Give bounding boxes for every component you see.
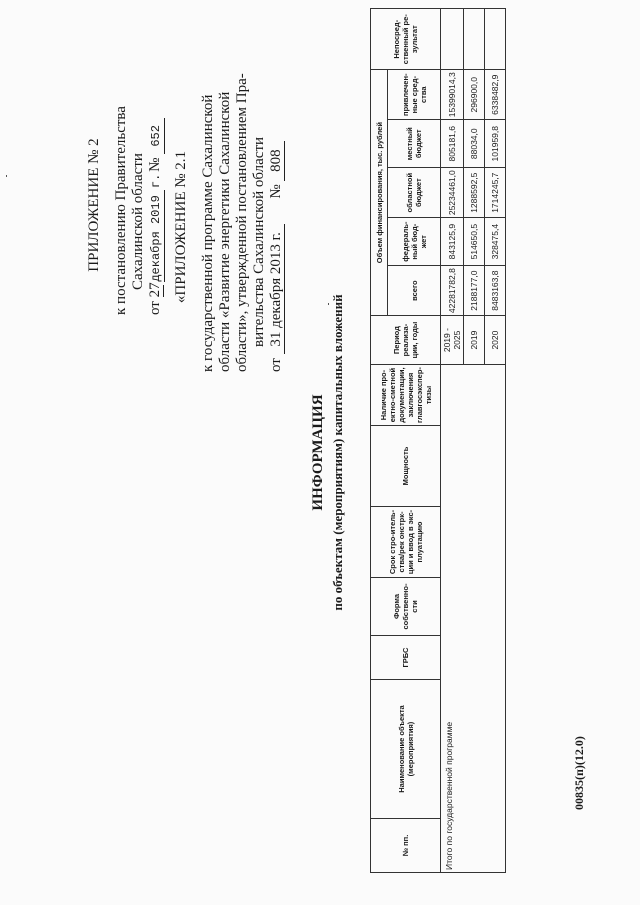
header-construction-term: Срок стро-итель-ства/рек онстрк-ции и ввод в экс-плуатацию [371,507,441,578]
cell-period: 2020 [485,316,506,365]
document-subtitle: по объектам (мероприятиям) капитальных вложений [330,294,345,611]
header-total: всего [388,266,441,316]
scan-speck [6,175,7,177]
header-result: Непосред-ственный ре-зультат [371,9,441,70]
appendix-program-line1: к государственной программе Сахалинской [200,94,216,372]
cell-federal: 514650,5 [464,218,485,266]
appendix-program-number: 808 [268,141,285,181]
cell-result [485,9,506,70]
appendix-program-date-line [268,141,285,372]
capital-investment-table [370,8,506,873]
cell-regional: 1714245,7 [485,168,506,218]
header-attracted: привлечен-ные сред-ства [388,70,441,120]
header-capacity: Мощность [371,426,441,507]
cell-attracted: 15399014,3 [441,70,464,120]
footer-code: 00835(п)(12.0) [572,736,586,810]
appendix-program-num-label: № [268,184,284,199]
header-grbs: ГРБС [371,636,441,680]
appendix-num-label: № [147,157,163,172]
cell-local: 805181,6 [441,120,464,168]
header-ownership: Форма собственно-сти [371,578,441,636]
appendix-date-month-year: декабря 2019 г. [149,173,163,282]
header-documentation: Наличие про-ектно-сметной документации, заключения главгосэкспер-тизы [371,365,441,426]
header-no: № пп. [371,819,441,873]
cell-result [464,9,485,70]
total-row-label: Итого по государственной программе [441,365,506,873]
appendix-program-line3: области», утвержденной постановлением Пра- [234,73,250,372]
cell-attracted: 296900,0 [464,70,485,120]
appendix-number: 652 [148,118,165,154]
cell-regional: 25234461,0 [441,168,464,218]
header-federal: федераль-ный бюд-жет [388,218,441,266]
appendix-date-day: 27 [147,282,163,298]
header-local: местный бюджет [388,120,441,168]
cell-total: 2188177,0 [464,266,485,316]
cell-period: 2019 - 2025 [441,316,464,365]
appendix-date-line [147,118,164,315]
appendix-program-line2: области «Развитие энергетики Сахалинской [217,91,233,372]
appendix-program-line4: вительства Сахалинской области [251,136,267,347]
cell-attracted: 6338482,9 [485,70,506,120]
cell-result [441,9,464,70]
cell-federal: 843125,9 [441,218,464,266]
table-header-row [371,9,388,873]
appendix-program-from-label: от [268,358,284,372]
appendix-line1: к постановлению Правительства [113,106,129,315]
scan-speck [328,303,329,305]
cell-total: 8483163,8 [485,266,506,316]
header-regional: областной бюджет [388,168,441,218]
appendix-program-date: 31 декабря 2013 г. [268,224,285,354]
cell-local: 101959,8 [485,120,506,168]
header-name: Наименование объекта (мероприятия) [371,680,441,819]
header-funding-group: Объем финансирования, тыс. рублей [371,70,388,316]
cell-regional: 1288592,5 [464,168,485,218]
appendix-line2: Сахалинской области [130,153,146,290]
cell-federal: 328475,4 [485,218,506,266]
appendix-program-title: «ПРИЛОЖЕНИЕ № 2.1 [173,150,189,304]
appendix-from-label: от [147,301,163,315]
header-period: Период реализа-ции, годы [371,316,441,365]
cell-local: 88034,0 [464,120,485,168]
appendix-title: ПРИЛОЖЕНИЕ № 2 [86,138,102,272]
cell-period: 2019 [464,316,485,365]
document-title: ИНФОРМАЦИЯ [310,394,326,511]
cell-total: 42281782,8 [441,266,464,316]
table-row [441,9,464,873]
